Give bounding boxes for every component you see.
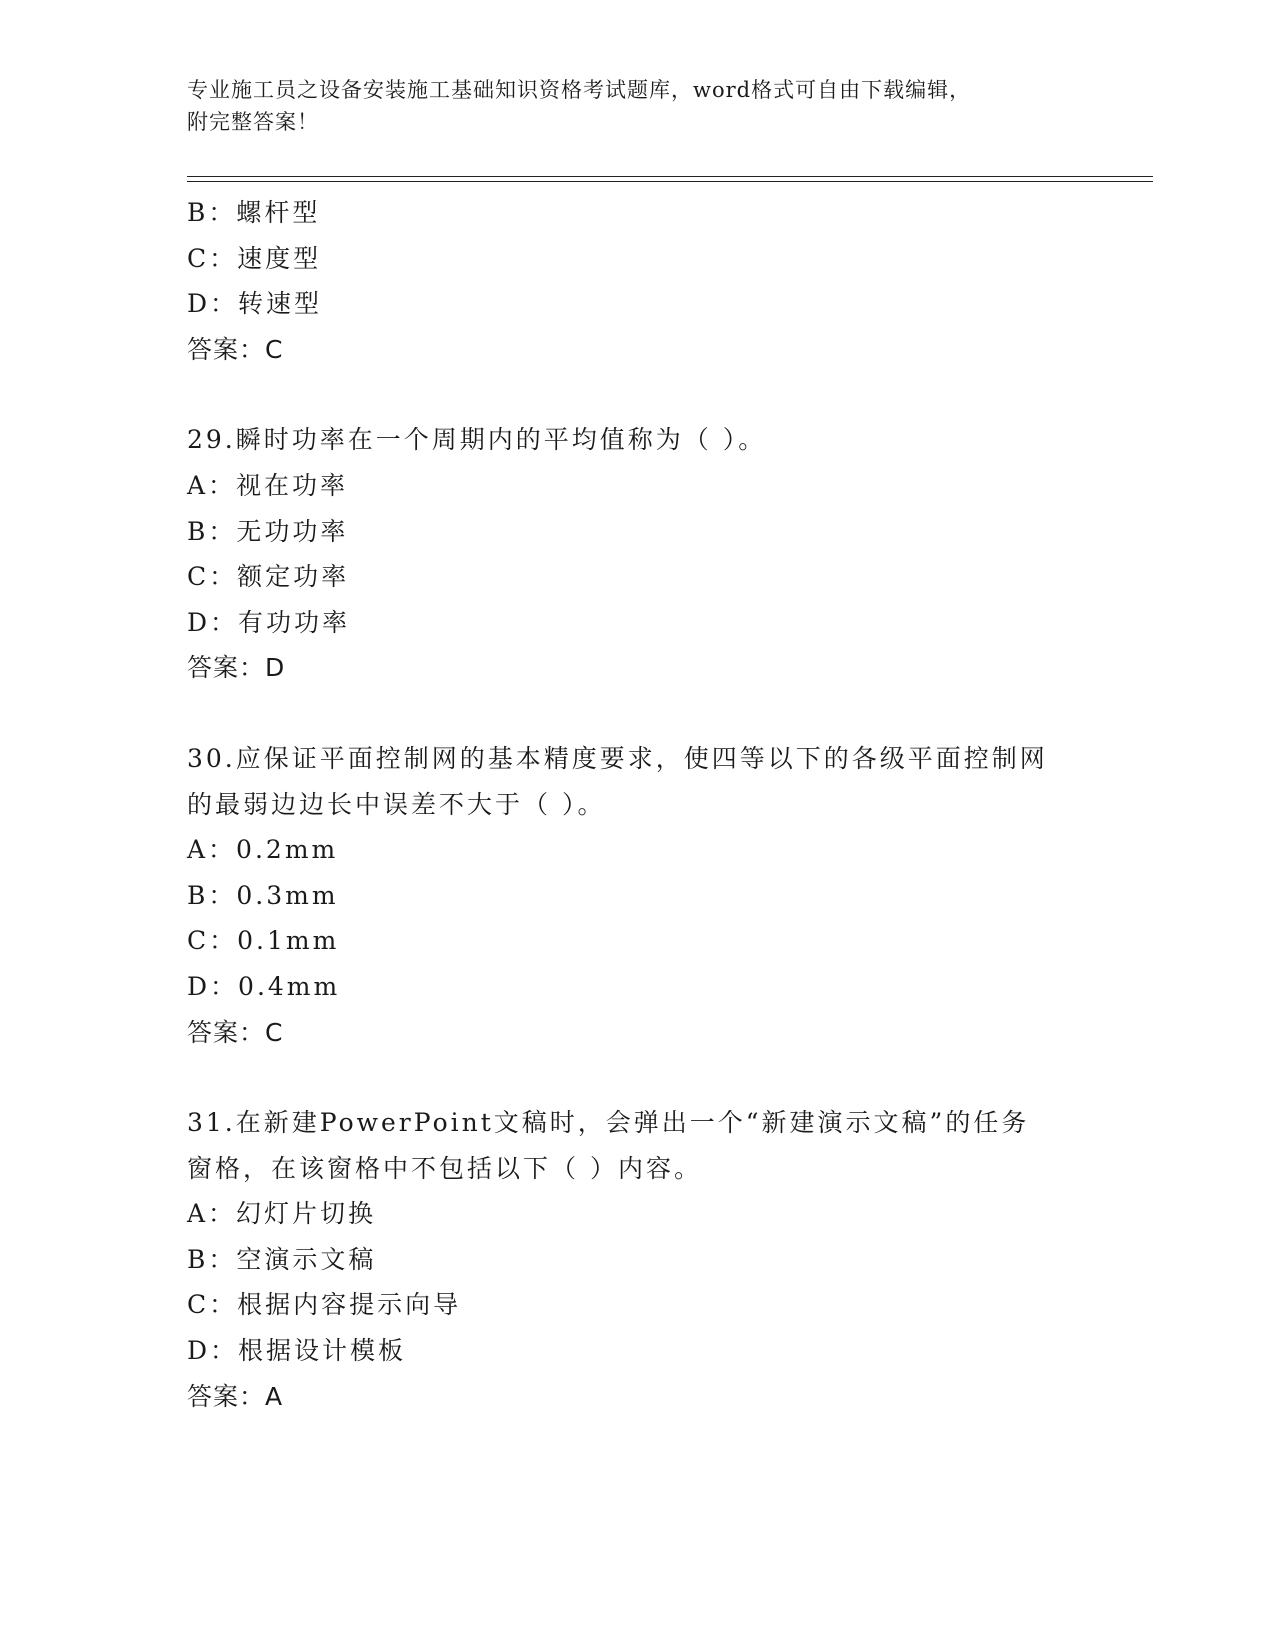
header-line-2: 附完整答案！ — [187, 110, 319, 134]
option-d: D：有功功率 — [187, 607, 351, 637]
question-stem: 29.瞬时功率在一个周期内的平均值称为（ ）。 — [187, 425, 767, 455]
spacer — [187, 1055, 1087, 1100]
question-28-tail — [187, 190, 1087, 372]
header-line-1: 专业施工员之设备安装施工基础知识资格考试题库，word格式可自由下载编辑， — [187, 78, 972, 102]
header-divider-top — [187, 176, 1153, 177]
option-c: C：速度型 — [187, 243, 322, 273]
option-b: B：螺杆型 — [187, 198, 321, 227]
question-30 — [187, 736, 1087, 1055]
question-stem-line-1: 30.应保证平面控制网的基本精度要求，使四等以下的各级平面控制网 — [187, 743, 1048, 773]
option-c: C：0.1mm — [187, 926, 340, 956]
spacer — [187, 691, 1087, 736]
question-stem-line-2: 的最弱边边长中误差不大于（ ）。 — [187, 789, 606, 819]
answer-line: 答案：A — [187, 1381, 284, 1411]
option-a: A：0.2mm — [187, 835, 339, 865]
option-a: A：视在功率 — [187, 470, 349, 500]
answer-line: 答案：C — [187, 334, 284, 364]
header-divider-bottom — [187, 181, 1153, 182]
option-a: A：幻灯片切换 — [187, 1199, 377, 1229]
question-29 — [187, 417, 1087, 691]
spacer — [187, 372, 1087, 417]
option-d: D：0.4mm — [187, 971, 341, 1001]
page-header — [187, 74, 1067, 138]
option-c: C：额定功率 — [187, 562, 350, 592]
answer-line: 答案：D — [187, 653, 286, 683]
question-31 — [187, 1100, 1087, 1419]
option-d: D：根据设计模板 — [187, 1336, 407, 1366]
question-list — [187, 190, 1087, 1419]
option-c: C：根据内容提示向导 — [187, 1290, 462, 1320]
question-stem-line-1: 31.在新建PowerPoint文稿时，会弹出一个“新建演示文稿”的任务 — [187, 1108, 1030, 1138]
option-d: D：转速型 — [187, 289, 323, 319]
option-b: B：无功功率 — [187, 516, 349, 546]
question-stem-line-2: 窗格，在该窗格中不包括以下（ ）内容。 — [187, 1153, 702, 1183]
option-b: B：空演示文稿 — [187, 1244, 377, 1274]
answer-line: 答案：C — [187, 1017, 284, 1047]
option-b: B：0.3mm — [187, 880, 339, 910]
